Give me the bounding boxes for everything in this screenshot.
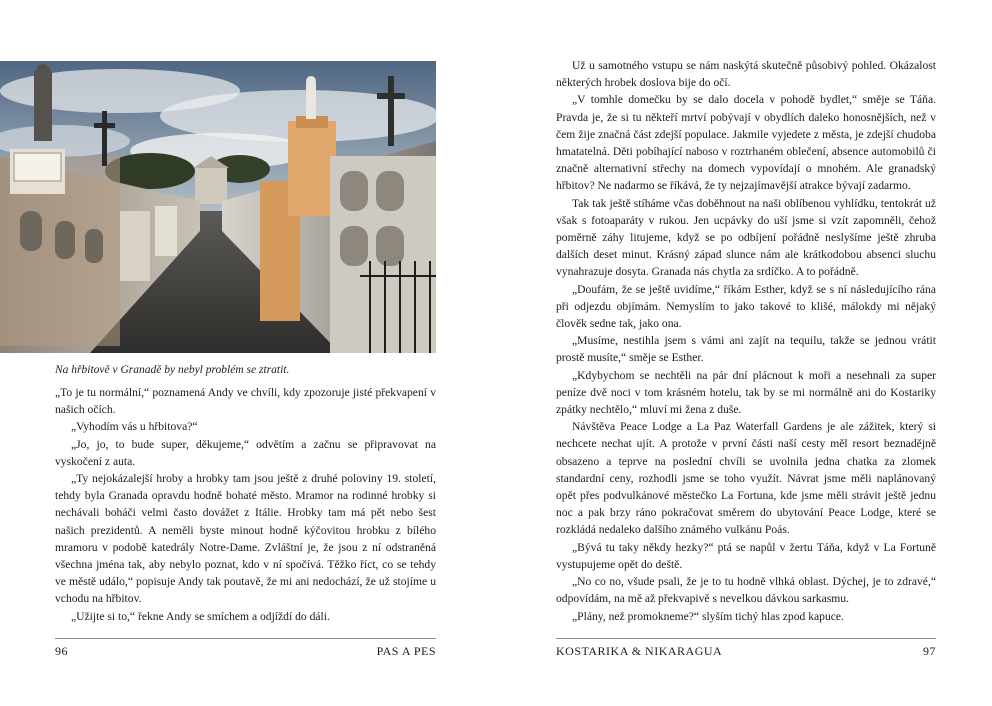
paragraph: „V tomhle domečku by se dalo docela v pohodě bydlet,“ směje se Táňa. Pravda je, že si tu někteří mrtví pobývají v obydlích daleko honosnějších, než v čem žije značná část zdejší populace. Jakmile vyjedete z města, je zdejší chudoba hmatatelná. Děti pobíhající naboso v roztrhaném oblečení, absence automobilů či značně alternativní střechy na domech vypovídají o mnohém. Ale granadský hřbitov? Ne nadarmo se říkává, že ty nejzajímavější atrakce bývají zadarmo. xyxy=(556,93,936,193)
paragraph: „Užijte si to,“ řekne Andy se smíchem a odjíždí do dáli. xyxy=(71,609,330,623)
paragraph: „No co no, všude psali, že je to tu hodně vlhká oblast. Dýchej, je to zdravé,“ odpovídám, na mě až překvapivě s nevelkou dávkou sarkasmu. xyxy=(556,575,936,606)
paragraph: „Bývá tu taky někdy hezky?“ ptá se napůl v žertu Táňa, když v La Fortuně vystupujeme opět do deště. xyxy=(556,540,936,571)
paragraph: „Kdybychom se nechtěli na pár dní plácnout k moři a nesehnali za super peníze dvě noci v tom krásném hotelu, tak by se mi normálně ani do Kostariky zpátky nechtělo,“ mluví mi žena z duše. xyxy=(556,368,936,417)
left-body-text xyxy=(55,384,436,625)
page-number: 96 xyxy=(55,644,68,658)
paragraph: „Musíme, nestihla jsem s vámi ani zajít na tequilu, takže se jednou vrátit prostě musíte,“ směje se Esther. xyxy=(556,334,936,365)
paragraph: „Vyhodím vás u hřbitova?“ xyxy=(71,420,198,434)
cemetery-photo-drawing xyxy=(0,61,436,353)
paragraph: „Doufám, že se ještě uvidíme,“ říkám Esther, když se s ní následujícího rána při odjezdu objímám. Nemyslím to jako takové to klišé, málokdy mi nějaký člověk sedne tak, jako ona. xyxy=(556,282,936,331)
paragraph: „To je tu normální,“ poznamená Andy ve chvíli, kdy zpozoruje jisté překvapení v našich očích. xyxy=(55,386,436,417)
paragraph: Už u samotného vstupu se nám naskýtá skutečně působivý pohled. Okázalost některých hrobek doslova bije do očí. xyxy=(556,59,936,90)
paragraph: „Plány, než promokneme?“ slyším tichý hlas zpod kapuce. xyxy=(572,609,844,623)
footer-rule xyxy=(55,638,436,639)
right-body-text xyxy=(556,57,936,625)
paragraph: „Ty nejokázalejší hroby a hrobky tam jsou ještě z druhé poloviny 19. století, tehdy byla Granada opravdu hodně bohaté město. Mramor na rodinné hrobky si nechávali boháči velmi často dovážet z Itálie. Hrobky tam má pět nebo šest našich prezidentů. A neměli byste minout hodně kýčovitou hrobku z bílého mramoru v podobě katedrály Notre-Dame. Zvláštní je, že jsou z ní odstraněná všechna jména tak, aby nebylo poznat, kdo v ní spočívá. Těžko říct, co se tehdy ve městě událo,“ popisuje Andy tak poutavě, že mi ani nedochází, že už stojíme u vchodu na hřbitov. xyxy=(55,472,436,606)
paragraph: Tak tak ještě stíháme včas doběhnout na naši oblíbenou vyhlídku, tentokrát už však s fotoaparáty v rukou. Jen ucpávky do uší jsme si vzít zapomněli, čehož poměrně záhy litujeme, když se po odbíjení pořádně neslyšíme ještě zhruba dalších deset minut. Krásný západ slunce nám ale krátkodobou absenci sluchu vynahrazuje dosyta. Granada nás chytla za srdíčko. A to pořádně. xyxy=(556,196,936,279)
running-head: PAS A PES xyxy=(376,644,436,658)
page-number: 97 xyxy=(923,644,936,658)
paragraph: „Jo, jo, to bude super, děkujeme,“ odvětím a začnu se připravovat na vyskočení z auta. xyxy=(55,437,436,468)
paragraph: Návštěva Peace Lodge a La Paz Waterfall Gardens je ale zážitek, který si nechcete nechat ujít. A protože v první části naší cesty měl resort beznadějně obsazeno a teprve na poslední chvíli se uvolnila jedna chatka za zlomek standardní ceny, rozhodli jsme se toho využít. Návrat jsme měli naplánovaný opět přes podvulkánové městečko La Fortuna, kde jsme měli strávit ještě jednu noc a pak brzy ráno pokračovat směrem do ubytování Peace Lodge, které se rozkládá nedaleko dalšího známého vulkánu Poás. xyxy=(556,420,936,537)
running-head: KOSTARIKA & NIKARAGUA xyxy=(556,644,723,658)
footer-rule xyxy=(556,638,936,639)
cemetery-photo xyxy=(0,61,436,353)
photo-caption: Na hřbitově v Granadě by nebyl problém se ztratit. xyxy=(55,364,290,376)
right-page xyxy=(496,0,992,706)
